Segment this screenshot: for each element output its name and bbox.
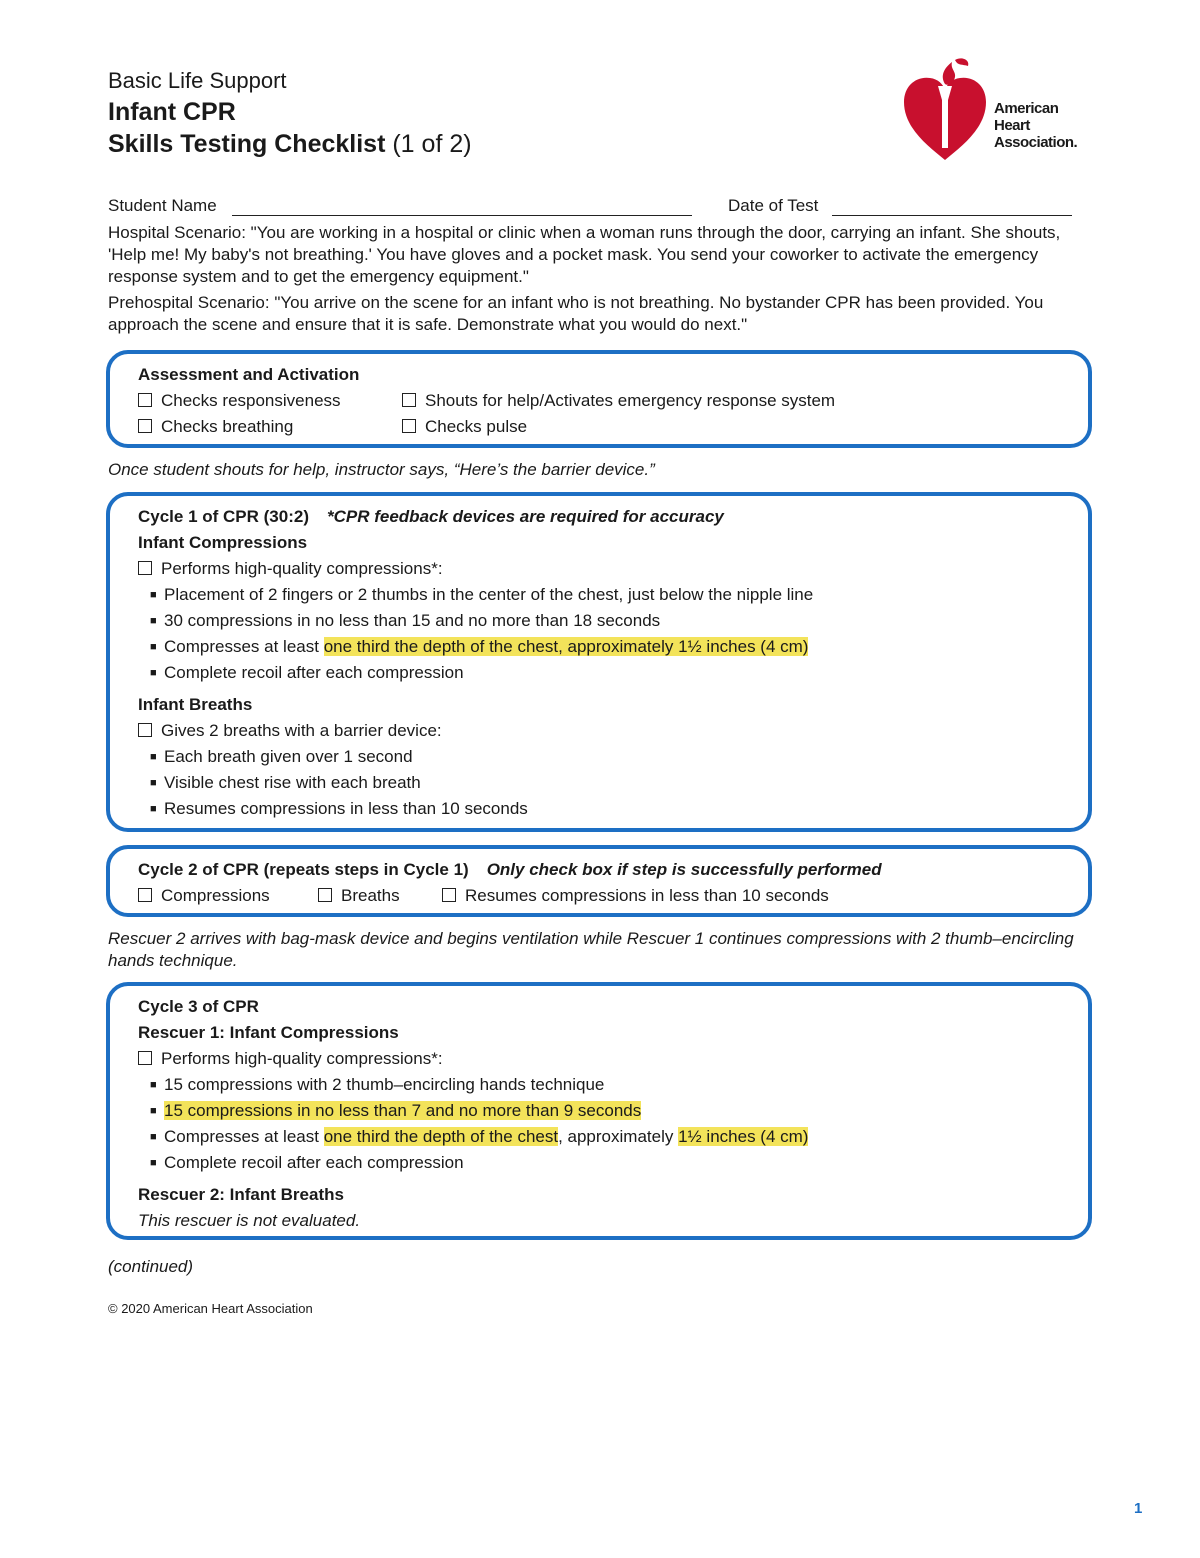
assessment-row-1: [138, 388, 1088, 414]
aha-logo: [900, 56, 1100, 162]
copyright: © 2020 American Heart Association: [108, 1301, 313, 1316]
bullet-item: [138, 1072, 1088, 1098]
bullet-text: 15 compressions with 2 thumb–encircling hands technique: [164, 1075, 605, 1094]
instructor-note-2: Rescuer 2 arrives with bag-mask device and begins ventilation while Rescuer 1 continues compressions with 2 thumb–encircling hands technique.: [108, 929, 1074, 970]
bullet-icon: ■: [150, 1105, 157, 1117]
bullet-icon: ■: [150, 751, 157, 763]
logo-word-association: Association.: [994, 134, 1078, 151]
cycle-1-heading: [138, 504, 1088, 530]
checkbox-label: Shouts for help/Activates emergency response system: [425, 391, 836, 410]
checks-breathing-item[interactable]: [138, 417, 293, 436]
bullet-item: [138, 1150, 1088, 1176]
checkbox[interactable]: [402, 419, 416, 433]
bullet-icon: ■: [150, 803, 157, 815]
cycle-2-heading: [138, 857, 1088, 883]
bullet-item: [138, 582, 1088, 608]
bullet-item: [138, 634, 1088, 660]
checkbox-label: Compressions: [161, 886, 270, 905]
student-name-line[interactable]: [232, 215, 692, 216]
breaths-check-item[interactable]: [318, 883, 400, 909]
bullet-item: [138, 770, 1088, 796]
cycle-2-items: [138, 883, 1088, 909]
bullet-text: Compresses at least: [164, 1127, 324, 1146]
infant-breaths-heading: Infant Breaths: [138, 695, 253, 714]
bullet-icon: ■: [150, 1157, 157, 1169]
checkbox[interactable]: [138, 419, 152, 433]
bullet-text: Resumes compressions in less than 10 seconds: [164, 799, 528, 818]
bullet-text: Placement of 2 fingers or 2 thumbs in the center of the chest, just below the nipple line: [164, 585, 814, 604]
hospital-scenario: Hospital Scenario: "You are working in a hospital or clinic when a woman runs through the door, carrying an infant. She shouts, 'Help me! My baby's not breathing.' You have gloves and a pocket mask. You send your coworker to activate the emergency response system and to get the emergency equipment.": [108, 223, 1061, 286]
title-line-course: Basic Life Support: [108, 68, 287, 93]
checkbox-label: Checks breathing: [161, 417, 294, 436]
bullet-icon: ■: [150, 589, 157, 601]
rescuer-2-heading: Rescuer 2: Infant Breaths: [138, 1185, 344, 1204]
cycle-2-title: Cycle 2 of CPR (repeats steps in Cycle 1): [138, 860, 469, 879]
bullet-icon: ■: [150, 1131, 157, 1143]
student-fields: [108, 196, 1074, 220]
checkbox-label: Checks responsiveness: [161, 391, 341, 410]
highlighted-text: 15 compressions in no less than 7 and no more than 9 seconds: [164, 1101, 642, 1120]
checks-pulse-item[interactable]: [402, 414, 527, 440]
checkbox[interactable]: [402, 393, 416, 407]
bullet-item: [138, 608, 1088, 634]
checkbox-label: Breaths: [341, 886, 400, 905]
bullet-item: [138, 1124, 1088, 1150]
rescuer-1-heading: Rescuer 1: Infant Compressions: [138, 1023, 399, 1042]
bullet-icon: ■: [150, 615, 157, 627]
bullet-text: Compresses at least: [164, 637, 324, 656]
highlighted-text: one third the depth of the chest: [323, 1127, 559, 1146]
rescuer-2-note: This rescuer is not evaluated.: [138, 1211, 361, 1230]
assessment-box: [106, 350, 1092, 448]
infant-compressions-heading: Infant Compressions: [138, 533, 308, 552]
bullet-icon: ■: [150, 667, 157, 679]
title-line-skill: Infant CPR: [108, 98, 236, 126]
bullet-text: Complete recoil after each compression: [164, 1153, 464, 1172]
cycle-1-title: Cycle 1 of CPR (30:2): [138, 507, 309, 526]
bullet-text: 30 compressions in no less than 15 and no more than 18 seconds: [164, 611, 661, 630]
bullet-text: Complete recoil after each compression: [164, 663, 464, 682]
date-of-test-line[interactable]: [832, 215, 1072, 216]
checkbox[interactable]: [138, 1051, 152, 1065]
document-title: [108, 66, 472, 160]
bullet-text: Visible chest rise with each breath: [164, 773, 421, 792]
logo-word-heart: Heart: [994, 117, 1030, 134]
checkbox-label: Performs high-quality compressions*:: [161, 1049, 443, 1068]
bullet-item: [138, 1098, 1088, 1124]
bullet-text: , approximately: [558, 1127, 679, 1146]
checklist-title: Skills Testing Checklist: [108, 130, 386, 158]
checkbox-label: Resumes compressions in less than 10 seconds: [465, 886, 829, 905]
bullet-icon: ■: [150, 641, 157, 653]
page-of-label: (1 of 2): [392, 130, 472, 158]
bullet-icon: ■: [150, 777, 157, 789]
cycle-1-box: [106, 492, 1092, 832]
compressions-check-item[interactable]: [138, 886, 270, 905]
breaths-check-item[interactable]: [138, 718, 1088, 744]
compressions-check-item[interactable]: [138, 1046, 1088, 1072]
student-name-label: Student Name: [108, 196, 217, 215]
checkbox[interactable]: [138, 561, 152, 575]
compressions-check-item[interactable]: [138, 556, 1088, 582]
bullet-item: [138, 796, 1088, 822]
bullet-text: Each breath given over 1 second: [164, 747, 413, 766]
instructor-note-1: Once student shouts for help, instructor says, “Here’s the barrier device.”: [108, 460, 655, 479]
checkbox[interactable]: [138, 393, 152, 407]
bullet-item: [138, 744, 1088, 770]
cycle-1-note: *CPR feedback devices are required for accuracy: [327, 507, 724, 526]
checkbox[interactable]: [318, 888, 332, 902]
date-of-test-label: Date of Test: [728, 196, 819, 215]
page-number: 1: [1134, 1500, 1143, 1517]
assessment-heading: Assessment and Activation: [138, 365, 360, 384]
cycle-3-box: [106, 982, 1092, 1240]
highlighted-text: one third the depth of the chest, approximately 1½ inches (4 cm): [323, 637, 809, 656]
checkbox[interactable]: [138, 888, 152, 902]
checkbox-label: Gives 2 breaths with a barrier device:: [161, 721, 442, 740]
checks-responsiveness-item[interactable]: [138, 391, 341, 410]
assessment-row-2: [138, 414, 1088, 440]
heart-torch-icon: [900, 56, 990, 162]
bullet-item: [138, 660, 1088, 686]
checkbox-label: Performs high-quality compressions*:: [161, 559, 443, 578]
resumes-compressions-check-item[interactable]: [442, 883, 829, 909]
checkbox[interactable]: [442, 888, 456, 902]
prehospital-scenario: Prehospital Scenario: "You arrive on the scene for an infant who is not breathing. No bystander CPR has been provided. You approach the scene and ensure that it is safe. Demonstrate what you would do next.": [108, 293, 1044, 334]
cycle-3-heading: Cycle 3 of CPR: [138, 997, 259, 1016]
title-line-checklist: [108, 128, 472, 160]
aha-logo-wordmark: [994, 100, 1077, 151]
highlighted-text: 1½ inches (4 cm): [678, 1127, 809, 1146]
checkbox[interactable]: [138, 723, 152, 737]
cycle-2-note: Only check box if step is successfully performed: [486, 860, 882, 879]
checkbox-label: Checks pulse: [425, 417, 528, 436]
logo-word-american: American: [994, 100, 1059, 117]
bullet-icon: ■: [150, 1079, 157, 1091]
cycle-2-box: [106, 845, 1092, 917]
shouts-for-help-item[interactable]: [402, 388, 835, 414]
continued-label: (continued): [108, 1257, 194, 1276]
